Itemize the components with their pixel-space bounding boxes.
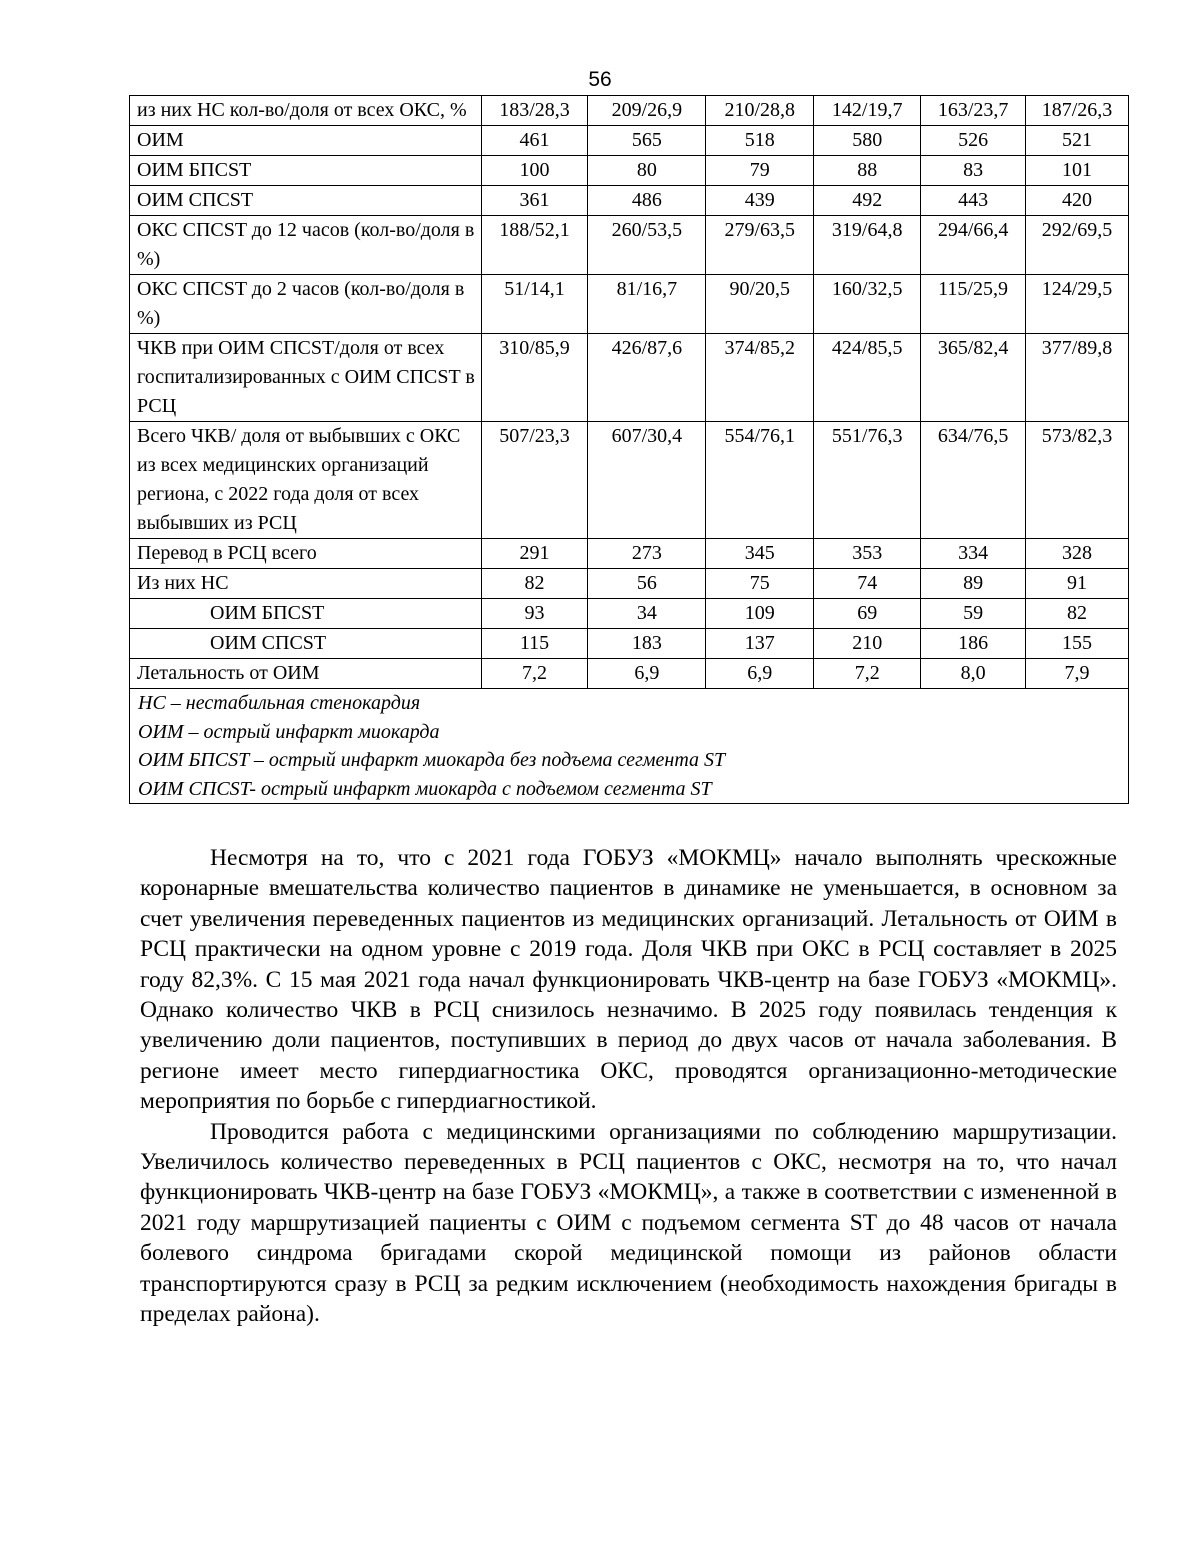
table-cell: 607/30,4 <box>588 422 706 539</box>
table-cell: 294/66,4 <box>921 216 1026 275</box>
table-row <box>130 216 1129 275</box>
table-cell: 634/76,5 <box>921 422 1026 539</box>
table-cell: 377/89,8 <box>1026 334 1129 422</box>
table-cell: 6,9 <box>588 659 706 689</box>
paragraph: Несмотря на то, что с 2021 года ГОБУЗ «МОКМЦ» начало выполнять чрескожные коронарные вмешательства количество пациентов в динамике не уменьшается, в основном за счет увеличения переведенных пациентов из медицинских организаций. Летальность от ОИМ в РСЦ практически на одном уровне с 2019 года. Доля ЧКВ при ОКС в РСЦ составляет в 2025 году 82,3%. С 15 мая 2021 года начал функционировать ЧКВ-центр на базе ГОБУЗ «МОКМЦ». Однако количество ЧКВ в РСЦ снизилось незначимо. В 2025 году появилась тенденция к увеличению доли пациентов, поступивших в период до двух часов от начала заболевания. В регионе имеет место гипердиагностика ОКС, проводятся организационно-методические мероприятия по борьбе с гипердиагностикой. <box>140 845 1117 1115</box>
table-cell: 183/28,3 <box>481 96 588 126</box>
table-cell: 88 <box>814 156 921 186</box>
table-cell: 59 <box>921 599 1026 629</box>
table-cell: 7,9 <box>1026 659 1129 689</box>
table-cell: 328 <box>1026 539 1129 569</box>
table-cell: 56 <box>588 569 706 599</box>
table-cell: 34 <box>588 599 706 629</box>
note-line: ОИМ СПСST- острый инфаркт миокарда с подъемом сегмента ST <box>138 777 712 800</box>
table-cell: 7,2 <box>481 659 588 689</box>
table-cell: 93 <box>481 599 588 629</box>
table-notes <box>130 689 1129 804</box>
note-line: ОИМ – острый инфаркт миокарда <box>138 720 440 743</box>
row-label: Из них НС <box>130 569 482 599</box>
table-cell: 461 <box>481 126 588 156</box>
table-row <box>130 569 1129 599</box>
table-cell: 81/16,7 <box>588 275 706 334</box>
table-cell: 492 <box>814 186 921 216</box>
table-cell: 426/87,6 <box>588 334 706 422</box>
table-cell: 82 <box>481 569 588 599</box>
table-cell: 160/32,5 <box>814 275 921 334</box>
table-cell: 420 <box>1026 186 1129 216</box>
table-cell: 374/85,2 <box>706 334 814 422</box>
page-number: 56 <box>588 68 612 91</box>
table-cell: 80 <box>588 156 706 186</box>
table-row <box>130 275 1129 334</box>
table-cell: 188/52,1 <box>481 216 588 275</box>
table-cell: 345 <box>706 539 814 569</box>
table-cell: 115 <box>481 629 588 659</box>
table-cell: 7,2 <box>814 659 921 689</box>
row-label: ОИМ БПСST <box>130 156 482 186</box>
table-cell: 439 <box>706 186 814 216</box>
row-label: ОИМ СПСST <box>130 629 482 659</box>
table-cell: 155 <box>1026 629 1129 659</box>
table-cell: 83 <box>921 156 1026 186</box>
table-row <box>130 539 1129 569</box>
table-cell: 115/25,9 <box>921 275 1026 334</box>
table-cell: 551/76,3 <box>814 422 921 539</box>
table-cell: 210 <box>814 629 921 659</box>
table-cell: 521 <box>1026 126 1129 156</box>
table-cell: 6,9 <box>706 659 814 689</box>
table-row <box>130 659 1129 689</box>
table-cell: 79 <box>706 156 814 186</box>
table-cell: 365/82,4 <box>921 334 1026 422</box>
table-cell: 507/23,3 <box>481 422 588 539</box>
table-cell: 8,0 <box>921 659 1026 689</box>
row-label: ОКС СПСST до 2 часов (кол-во/доля в %) <box>130 275 482 334</box>
table-row <box>130 629 1129 659</box>
table-row <box>130 156 1129 186</box>
body-text <box>140 843 1117 1330</box>
row-label: ОКС СПСST до 12 часов (кол-во/доля в %) <box>130 216 482 275</box>
note-line: НС – нестабильная стенокардия <box>138 692 421 714</box>
table-cell: 186 <box>921 629 1026 659</box>
table-cell: 210/28,8 <box>706 96 814 126</box>
table-cell: 82 <box>1026 599 1129 629</box>
table-cell: 353 <box>814 539 921 569</box>
table-cell: 334 <box>921 539 1026 569</box>
note-line: ОИМ БПСST – острый инфаркт миокарда без подъема сегмента ST <box>138 749 726 771</box>
table-cell: 90/20,5 <box>706 275 814 334</box>
table-cell: 163/23,7 <box>921 96 1026 126</box>
table-row <box>130 186 1129 216</box>
table-cell: 142/19,7 <box>814 96 921 126</box>
paragraph: Проводится работа с медицинскими организациями по соблюдению маршрутизации. Увеличилось количество переведенных в РСЦ пациентов с ОКС, несмотря на то, что начал функционировать ЧКВ-центр на базе ГОБУЗ «МОКМЦ», а также в соответствии с измененной в 2021 году маршрутизацией пациенты с ОИМ с подъемом сегмента ST до 48 часов от начала болевого синдрома бригадами скорой медицинской помощи из районов области транспортируются сразу в РСЦ за редким исключением (необходимость нахождения бригады в пределах района). <box>140 1118 1117 1328</box>
table-cell: 91 <box>1026 569 1129 599</box>
table-cell: 291 <box>481 539 588 569</box>
row-label: Перевод в РСЦ всего <box>130 539 482 569</box>
row-label: из них НС кол-во/доля от всех ОКС, % <box>130 96 482 126</box>
table-row <box>130 96 1129 126</box>
notes-row <box>130 689 1129 804</box>
table-cell: 124/29,5 <box>1026 275 1129 334</box>
row-label: ЧКВ при ОИМ СПСST/доля от всех госпитализированных с ОИМ СПСST в РСЦ <box>130 334 482 422</box>
table-cell: 69 <box>814 599 921 629</box>
table-cell: 518 <box>706 126 814 156</box>
row-label: ОИМ БПСST <box>130 599 482 629</box>
table-cell: 75 <box>706 569 814 599</box>
table-cell: 101 <box>1026 156 1129 186</box>
table-cell: 74 <box>814 569 921 599</box>
table-cell: 183 <box>588 629 706 659</box>
table-cell: 209/26,9 <box>588 96 706 126</box>
table-cell: 361 <box>481 186 588 216</box>
table-cell: 573/82,3 <box>1026 422 1129 539</box>
table-row <box>130 599 1129 629</box>
table-row <box>130 334 1129 422</box>
statistics-table <box>129 95 1129 804</box>
table-cell: 137 <box>706 629 814 659</box>
table-cell: 310/85,9 <box>481 334 588 422</box>
table-cell: 526 <box>921 126 1026 156</box>
table-cell: 443 <box>921 186 1026 216</box>
table-body <box>130 96 1129 804</box>
table-row <box>130 422 1129 539</box>
table-cell: 580 <box>814 126 921 156</box>
table-cell: 565 <box>588 126 706 156</box>
table-cell: 273 <box>588 539 706 569</box>
table-cell: 319/64,8 <box>814 216 921 275</box>
table-cell: 486 <box>588 186 706 216</box>
table-cell: 187/26,3 <box>1026 96 1129 126</box>
table-cell: 51/14,1 <box>481 275 588 334</box>
table-cell: 554/76,1 <box>706 422 814 539</box>
table-cell: 279/63,5 <box>706 216 814 275</box>
row-label: Всего ЧКВ/ доля от выбывших с ОКС из всех медицинских организаций региона, с 2022 года доля от всех выбывших из РСЦ <box>130 422 482 539</box>
table-cell: 260/53,5 <box>588 216 706 275</box>
row-label: Летальность от ОИМ <box>130 659 482 689</box>
table-cell: 109 <box>706 599 814 629</box>
table-cell: 100 <box>481 156 588 186</box>
table-cell: 292/69,5 <box>1026 216 1129 275</box>
table-row <box>130 126 1129 156</box>
table-cell: 424/85,5 <box>814 334 921 422</box>
row-label: ОИМ <box>130 126 482 156</box>
table-cell: 89 <box>921 569 1026 599</box>
row-label: ОИМ СПСST <box>130 186 482 216</box>
